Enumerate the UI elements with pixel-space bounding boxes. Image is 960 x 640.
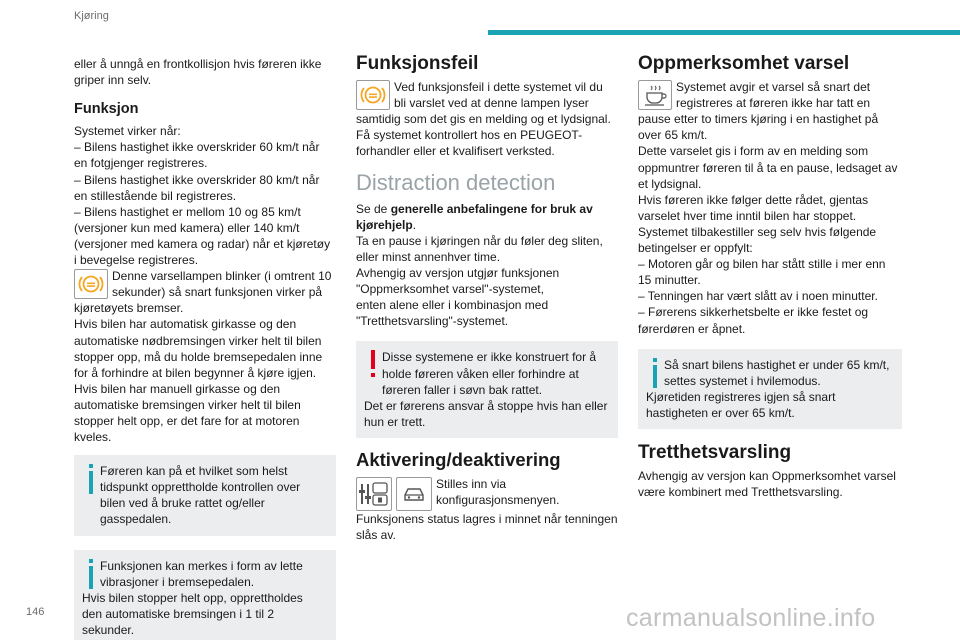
activation-paragraph — [356, 476, 618, 511]
distraction-line: Avhengig av versjon utgjør funksjonen "Oppmerksomhet varsel"-systemet, — [356, 266, 560, 297]
fatigue-text: Avhengig av versjon kan Oppmerksomhet varsel være kombinert med Tretthetsvarsling. — [638, 469, 896, 500]
recommendations-link: generelle anbefalingene for bruk av kjørehjelp — [356, 201, 593, 232]
watermark: carmanualsonline.info — [626, 604, 876, 632]
note-text: Kjøretiden registreres igjen så snart hastigheten er over 65 km/t. — [646, 389, 836, 420]
note-text: Hvis bilen stopper helt opp, opprettholdes den automatiske bremsingen i 1 til 2 sekunder. — [82, 590, 303, 637]
funksjon-line: – Bilens hastighet ikke overskrider 80 km/t når en stillestående bil registreres. — [74, 172, 320, 203]
brake-warning-icon — [356, 80, 390, 110]
attention-paragraph — [638, 79, 902, 143]
auto-gearbox-text: Hvis bilen har automatisk girkasse og den automatiske nødbremsingen virker helt til bilen stopper opp, må du holde bremsepedalen inne for å forhindre at bilen begynner å kjøre igjen. — [74, 317, 323, 380]
distraction-reference: Se de generelle anbefalingene for bruk av kjørehjelp. — [356, 201, 593, 232]
info-marker-icon — [84, 559, 98, 589]
fatigue-heading: Tretthetsvarsling — [638, 441, 792, 463]
funksjon-line: Systemet virker når: — [74, 124, 181, 139]
intro-paragraph: eller å unngå en frontkollisjon hvis føreren ikke griper inn selv. — [74, 57, 322, 88]
distraction-line: enten alene eller i kombinasjon med "Tretthetsvarsling"-systemet. — [356, 298, 549, 329]
manual-gearbox-text: Hvis bilen har manuell girkasse og den automatiske bremsingen virker helt til bilen stopper helt opp, er det fare for at motoren kveles. — [74, 381, 301, 445]
malfunction-paragraph — [356, 79, 618, 127]
info-note-control — [74, 455, 336, 535]
info-marker-icon — [84, 464, 98, 494]
note-text: Så snart bilens hastighet er under 65 km/t, settes systemet i hvilemodus. — [664, 357, 890, 388]
distraction-heading: Distraction detection — [356, 169, 556, 195]
funksjon-line: – Bilens hastighet er mellom 10 og 85 km/t (versjoner kun med kamera) eller 140 km/t (versjoner med kamera og radar) når et kjøretøy i bevegelse registreres. — [74, 204, 331, 268]
page-number: 146 — [26, 606, 45, 618]
car-icon — [396, 477, 432, 511]
attention-heading: Oppmerksomhet varsel — [638, 53, 850, 74]
malfunction-text-2: Få systemet kontrollert hos en PEUGEOT-forhandler eller et kvalifisert verksted. — [356, 128, 583, 159]
attention-line: Hvis føreren ikke følger dette rådet, gjentas varselet hver time inntil bilen har stoppet. — [638, 192, 869, 223]
activation-heading: Aktivering/deaktivering — [356, 448, 561, 470]
lamp-text: Denne varsellampen blinker (i omtrent 10 sekunder) så snart funksjonen virker på kjøretøyets bremser. — [74, 269, 332, 316]
header-accent-bar — [488, 30, 960, 35]
column-3 — [638, 53, 902, 500]
attention-line: – Førerens sikkerhetsbelte er ikke festet og førerdøren er åpnet. — [638, 305, 869, 336]
activation-text: Stilles inn via konfigurasjonsmenyen. — [436, 476, 560, 508]
coffee-cup-icon — [638, 80, 672, 110]
config-menu-icon — [356, 477, 392, 511]
attention-line: – Tenningen har vært slått av i noen minutter. — [638, 289, 878, 304]
info-note-vibration — [74, 550, 336, 640]
brake-warning-icon — [74, 269, 108, 299]
malfunction-text: Ved funksjonsfeil i dette systemet vil du bli varslet ved at denne lampen lyser samtidig som det gis en melding og et lydsignal. — [356, 80, 611, 127]
column-1 — [74, 56, 336, 640]
attention-text: Systemet avgir et varsel så snart det registreres at føreren ikke har tatt en pause etter to timers kjøring i en hastighet på over 65 km/t. — [638, 80, 879, 143]
warning-marker-icon — [366, 350, 380, 380]
note-text: Det er førerens ansvar å stoppe hvis han eller hun er trett. — [364, 398, 608, 429]
note-text: Disse systemene er ikke konstruert for å holde føreren våken eller forhindre at føreren faller i søvn bak rattet. — [382, 350, 597, 397]
warning-note — [356, 341, 618, 437]
distraction-line: Ta en pause i kjøringen når du føler deg sliten, eller minst annenhver time. — [356, 233, 603, 264]
column-2 — [356, 53, 618, 543]
note-text: Føreren kan på et hvilket som helst tidspunkt opprettholde kontrollen over bilen ved å bruke rattet og/eller gasspedalen. — [100, 464, 301, 527]
activation-text-2: Funksjonens status lagres i minnet når tenningen slås av. — [356, 511, 618, 543]
lamp-paragraph — [74, 268, 336, 316]
section-title: Kjøring — [74, 10, 109, 22]
info-note-speed — [638, 349, 902, 429]
info-marker-icon — [648, 358, 662, 388]
note-text: Funksjonen kan merkes i form av lette vibrasjoner i bremsepedalen. — [100, 558, 303, 589]
attention-line: Systemet tilbakestiller seg selv hvis følgende betingelser er oppfylt: — [638, 224, 877, 256]
funksjon-line: – Bilens hastighet ikke overskrider 60 km/t når en fotgjenger registreres. — [74, 140, 320, 171]
funksjonsfeil-heading: Funksjonsfeil — [356, 53, 479, 74]
funksjon-heading: Funksjon — [74, 101, 139, 118]
attention-line: – Motoren går og bilen har stått stille i mer enn 15 minutter. — [638, 257, 886, 288]
attention-line: Dette varselet gis i form av en melding som oppmuntrer føreren til å ta en pause, ledsaget av et lydsignal. — [638, 144, 898, 191]
